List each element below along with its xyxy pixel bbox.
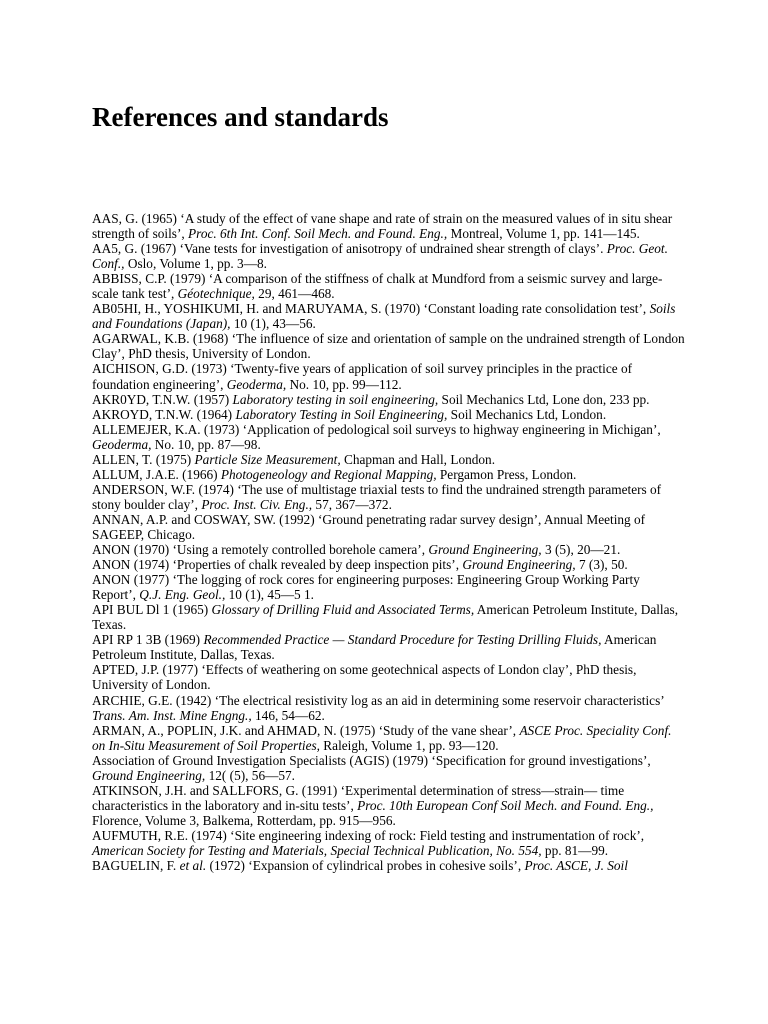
reference-entry	[92, 392, 686, 407]
reference-text: ALLEN, T. (1975)	[92, 451, 195, 467]
reference-entry	[92, 632, 686, 662]
reference-text: AKROYD, T.N.W. (1964)	[92, 406, 236, 422]
reference-text: Pergamon Press, London.	[436, 466, 577, 482]
reference-text: ATKINSON, J.H. and SALLFORS, G. (1991) ‘Experimental determination of stress—strain— time characteristics in the laboratory and in-situ tests’,	[92, 782, 625, 813]
reference-source-italic: Particle Size Measurement,	[194, 451, 341, 467]
reference-source-italic: Proc. Inst. Civ. Eng.,	[201, 496, 313, 512]
reference-text: 146, 54—62.	[251, 707, 325, 723]
reference-text: Association of Ground Investigation Specialists (AGIS) (1979) ‘Specification for ground investigations’,	[92, 752, 651, 768]
reference-text: API RP 1 3B (1969)	[92, 632, 204, 648]
reference-source-italic: Ground Engineering,	[92, 767, 206, 783]
reference-text: API BUL Dl 1 (1965)	[92, 602, 212, 618]
reference-entry	[92, 467, 686, 482]
reference-text: 7 (3), 50.	[575, 557, 628, 573]
reference-source-italic: American Society for Testing and Materials, Special Technical Publication, No. 554,	[92, 842, 542, 858]
reference-text: BAGUELIN, F.	[92, 858, 180, 874]
reference-source-italic: Laboratory testing in soil engineering,	[232, 391, 439, 407]
reference-entry	[92, 693, 686, 723]
reference-text: ALLEMEJER, K.A. (1973) ‘Application of pedological soil surveys to highway engineering in Michigan’,	[92, 421, 661, 437]
reference-source-italic: Proc. ASCE, J. Soil	[524, 858, 628, 874]
reference-text: ARMAN, A., POPLIN, J.K. and AHMAD, N. (1975) ‘Study of the vane shear’,	[92, 722, 520, 738]
reference-text: AAS, G. (1965) ‘A study of the effect of vane shape and rate of strain on the measured values of in situ shear strength of soils’,	[92, 211, 673, 242]
reference-text: ANDERSON, W.F. (1974) ‘The use of multistage triaxial tests to find the undrained strength parameters of stony boulder clay’,	[92, 481, 662, 512]
reference-entry	[92, 723, 686, 753]
reference-text: American Petroleum Institute, Dallas, Texas.	[92, 632, 657, 663]
reference-text: Florence, Volume 3, Balkema, Rotterdam, pp. 915—956.	[92, 812, 396, 828]
reference-text: AB05HI, H., YOSHIKUMI, H. and MARUYAMA, S. (1970) ‘Constant loading rate consolidation test’,	[92, 301, 650, 317]
reference-entry	[92, 512, 686, 542]
reference-source-italic: ASCE Proc. Speciality Conf. on In-Situ Measurement of Soil Properties,	[92, 722, 672, 753]
reference-text: 10 (1), 45—5 1.	[225, 587, 314, 603]
reference-text: ARCHIE, G.E. (1942) ‘The electrical resistivity log as an aid in determining some reservoir characteristics’	[92, 692, 664, 708]
reference-entry	[92, 301, 686, 331]
reference-entry	[92, 542, 686, 557]
reference-source-italic: Photogeneology and Regional Mapping,	[220, 466, 437, 482]
reference-source-italic: Ground Engineering,	[428, 542, 542, 558]
reference-text: ANON (1970) ‘Using a remotely controlled borehole camera’,	[92, 542, 429, 558]
reference-text: AICHISON, G.D. (1973) ‘Twenty-five years of application of soil survey principles in the practice of foundation engineering’,	[92, 361, 633, 392]
reference-text: (1972) ‘Expansion of cylindrical probes in cohesive soils’,	[206, 858, 525, 874]
reference-entry	[92, 361, 686, 391]
reference-text: AUFMUTH, R.E. (1974) ‘Site engineering indexing of rock: Field testing and instrumentation of rock’,	[92, 827, 645, 843]
reference-entry	[92, 241, 686, 271]
reference-source-italic: Géotechnique,	[177, 286, 255, 302]
reference-source-italic: Glossary of Drilling Fluid and Associated Terms,	[211, 602, 475, 618]
reference-source-italic: Geoderma,	[226, 376, 287, 392]
reference-text: Raleigh, Volume 1, pp. 93—120.	[319, 737, 499, 753]
reference-text: ALLUM, J.A.E. (1966)	[92, 466, 221, 482]
reference-source-italic: Proc. 6th Int. Conf. Soil Mech. and Found. Eng.,	[188, 226, 448, 242]
reference-entry	[92, 557, 686, 572]
reference-entry	[92, 783, 686, 828]
reference-entry	[92, 572, 686, 602]
reference-text: ANON (1977) ‘The logging of rock cores for engineering purposes: Engineering Group Working Party Report’,	[92, 572, 640, 603]
reference-text: ANNAN, A.P. and COSWAY, SW. (1992) ‘Ground penetrating radar survey design’, Annual Meeting of SAGEEP, Chicago.	[92, 511, 646, 542]
reference-text: No. 10, pp. 99—112.	[286, 376, 402, 392]
reference-text: AGARWAL, K.B. (1968) ‘The influence of size and orientation of sample on the undrained strength of London Clay’, PhD thesis, University of London.	[92, 331, 685, 362]
reference-entry	[92, 422, 686, 452]
reference-text: Soil Mechanics Ltd, Lone don, 233 pp.	[438, 391, 650, 407]
reference-entry	[92, 482, 686, 512]
reference-source-italic: Proc. 10th European Conf Soil Mech. and Found. Eng.,	[357, 797, 654, 813]
reference-entry	[92, 407, 686, 422]
reference-text: 29, 461—468.	[254, 286, 335, 302]
reference-text: No. 10, pp. 87—98.	[151, 436, 261, 452]
reference-entry	[92, 662, 686, 692]
reference-text: AA5, G. (1967) ‘Vane tests for investigation of anisotropy of undrained shear strength of clays’.	[92, 241, 607, 257]
reference-text: 12( (5), 56—57.	[205, 767, 296, 783]
reference-entry	[92, 753, 686, 783]
reference-text: APTED, J.P. (1977) ‘Effects of weathering on some geotechnical aspects of London clay’, PhD thesis, University of London.	[92, 662, 637, 693]
reference-source-italic: Q.J. Eng. Geol.,	[139, 587, 226, 603]
reference-text: AKR0YD, T.N.W. (1957)	[92, 391, 233, 407]
reference-entry	[92, 331, 686, 361]
reference-source-italic: Proc. Geot. Conf.,	[92, 241, 668, 272]
reference-text: 3 (5), 20—21.	[541, 542, 621, 558]
reference-text: Chapman and Hall, London.	[340, 451, 496, 467]
reference-source-italic: Trans. Am. Inst. Mine Engng.,	[92, 707, 252, 723]
reference-source-italic: Laboratory Testing in Soil Engineering,	[235, 406, 448, 422]
reference-source-italic: Soils and Foundations (Japan),	[92, 301, 676, 332]
reference-entry	[92, 602, 686, 632]
reference-text: Soil Mechanics Ltd, London.	[447, 406, 607, 422]
reference-text: Montreal, Volume 1, pp. 141—145.	[447, 226, 640, 242]
reference-entry	[92, 828, 686, 858]
reference-source-italic: et al.	[179, 858, 207, 874]
reference-source-italic: Geoderma,	[92, 436, 152, 452]
reference-text: 10 (1), 43—56.	[230, 316, 316, 332]
reference-entry	[92, 452, 686, 467]
reference-text: 57, 367—372.	[312, 496, 392, 512]
reference-source-italic: Ground Engineering,	[462, 557, 576, 573]
reference-text: ABBISS, C.P. (1979) ‘A comparison of the stiffness of chalk at Mundford from a seismic survey and large-scale tank test’,	[92, 271, 663, 302]
reference-text: American Petroleum Institute, Dallas, Texas.	[92, 602, 679, 633]
reference-text: ANON (1974) ‘Properties of chalk revealed by deep inspection pits’,	[92, 557, 463, 573]
reference-entry	[92, 858, 686, 873]
reference-entry	[92, 211, 686, 241]
reference-source-italic: Recommended Practice — Standard Procedure for Testing Drilling Fluids,	[203, 632, 602, 648]
reference-entry	[92, 271, 686, 301]
reference-text: pp. 81—99.	[541, 842, 609, 858]
page-title: References and standards	[92, 102, 389, 132]
reference-text: Oslo, Volume 1, pp. 3—8.	[124, 256, 267, 272]
reference-list	[92, 211, 686, 873]
